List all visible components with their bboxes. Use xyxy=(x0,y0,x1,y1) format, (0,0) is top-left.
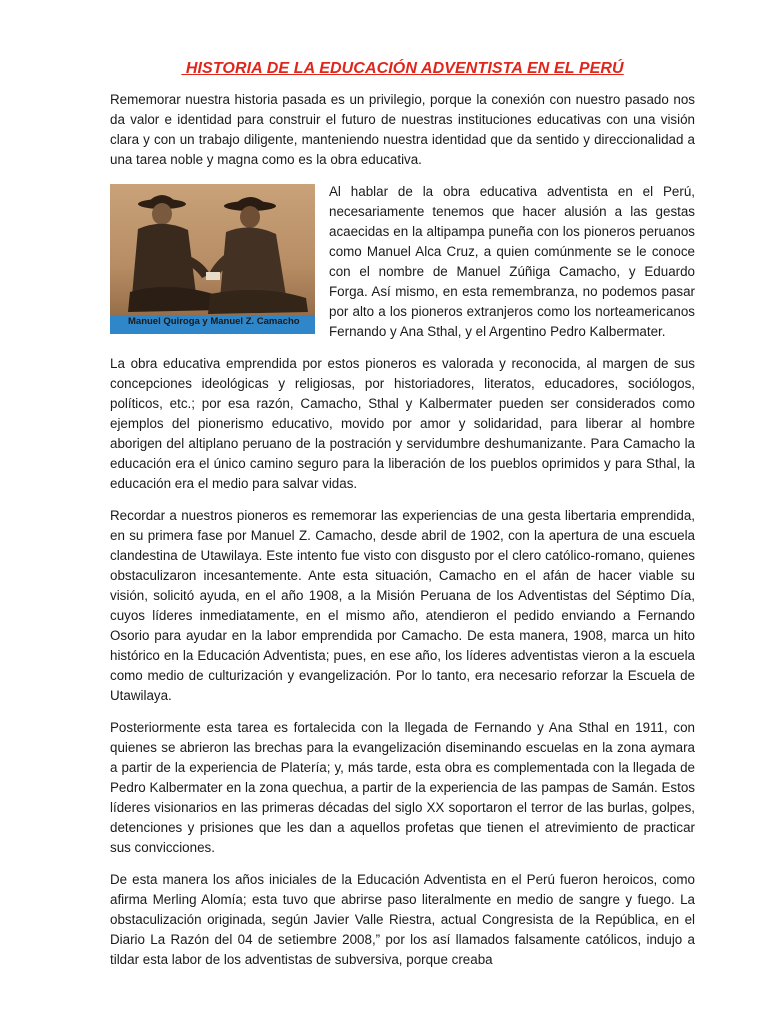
paragraph-heroic-years: De esta manera los años iniciales de la Educación Adventista en el Perú fueron heroicos, como afirma Merling Alomía; esta tuvo que abrirse paso literalmente en medio de sangre y fuego. La obstaculización originada, según Javier Valle Riestra, actual Congresista de la República, en el Diario La Razón del 04 de setiembre 2008,” por los así llamados falsamente católicos, indujo a tildar esta labor de los adventistas de subversiva, porque creaba xyxy=(110,872,695,967)
paragraph-sthal-arrival: Posteriormente esta tarea es fortalecida con la llegada de Fernando y Ana Sthal en 1911, con quienes se abrieron las brechas para la evangelización diseminando escuelas en la zona aymara a partir de la experiencia de Platería; y, más tarde, esta obra es complementada con la llegada de Pedro Kalbermater en la zona quechua, a partir de la experiencia de las pampas de Samán. Estos líderes visionarios en las primeras décadas del siglo XX soportaron el terror de las burlas, golpes, detenciones y prisiones que les dan a aquellos profetas que tienen el atrevimiento de practicar sus convicciones. xyxy=(110,720,695,855)
paragraph-recognition: La obra educativa emprendida por estos pioneros es valorada y reconocida, al margen de sus concepciones ideológicas y religiosas, por historiadores, literatos, educadores, sociólogos, políticos, etc.; por esa razón, Camacho, Sthal y Kalbermater pueden ser considerados como ejemplos del pionerismo educativo, movido por amor y solidaridad, para liberar al hombre aborigen del altiplano peruano de la postración y servidumbre deshumanizante. Para Camacho la educación era el único camino seguro para la liberación de los pueblos oprimidos y para Sthal, la educación era el medio para salvar vidas. xyxy=(110,356,695,491)
historical-photo xyxy=(110,184,315,334)
photo-section xyxy=(110,182,695,342)
photo-two-men-icon xyxy=(110,184,315,334)
photo-caption: Manuel Quiroga y Manuel Z. Camacho xyxy=(110,315,315,334)
paragraph-pioneers: Al hablar de la obra educativa adventista en el Perú, necesariamente tenemos que hacer alusión a las gestas acaecidas en la altipampa puneña con los pioneros peruanos como Manuel Alca Cruz, a quien comúnmente se le conoce con el nombre de Manuel Zúñiga Camacho, y Eduardo Forga. Así mismo, en esta remembranza, no podemos pasar por alto a los pioneros extranjeros como los norteamericanos Fernando y Ana Sthal, y el Argentino Pedro Kalbermater. xyxy=(329,184,695,339)
document-page xyxy=(110,60,695,982)
document-title: HISTORIA DE LA EDUCACIÓN ADVENTISTA EN EL PERÚ xyxy=(181,60,624,77)
paragraph-intro: Rememorar nuestra historia pasada es un privilegio, porque la conexión con nuestro pasado nos da valor e identidad para construir el futuro de nuestras instituciones educativas con una visión clara y con un trabajo diligente, manteniendo nuestra identidad que da sentido y direccionalidad a una tarea noble y magna como es la obra educativa. xyxy=(110,92,695,167)
paragraph-first-phase: Recordar a nuestros pioneros es rememorar las experiencias de una gesta libertaria emprendida, en su primera fase por Manuel Z. Camacho, desde abril de 1902, con la apertura de una escuela clandestina de Utawilaya. Este intento fue visto con disgusto por el clero católico-romano, quienes obstaculizaron incesantemente. Ante esta situación, Camacho en el afán de hacer viable su visión, solicitó ayuda, en el año 1908, a la Misión Peruana de los Adventistas del Séptimo Día, cuyos líderes inmediatamente, en el mismo año, atendieron el pedido enviando a Fernando Osorio para ayudar en la labor emprendida por Camacho. De esta manera, 1908, marca un hito histórico en la Educación Adventista; pues, en ese año, los líderes adventistas vieron a la escuela como medio de culturización y evangelización. Por lo tanto, era necesario reforzar la Escuela de Utawilaya. xyxy=(110,508,695,703)
